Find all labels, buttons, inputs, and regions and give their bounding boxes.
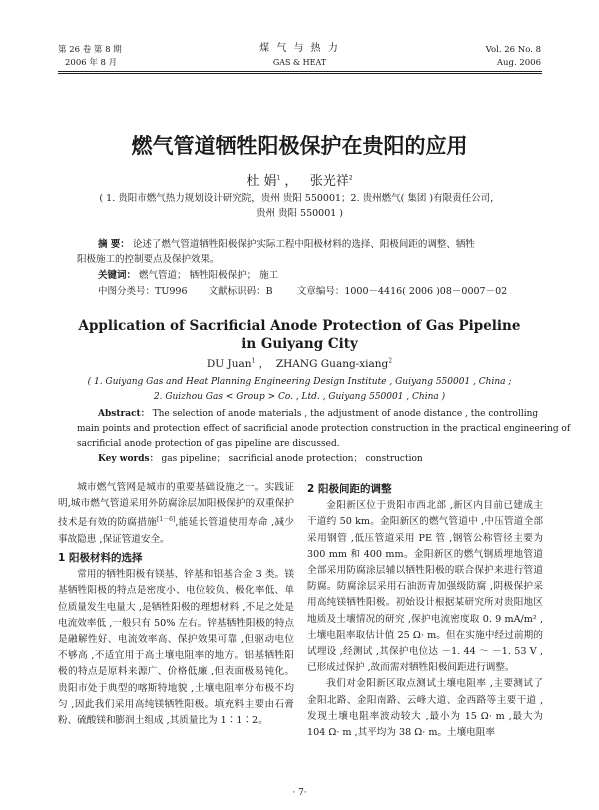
journal-name-en: GAS & HEAT <box>272 58 327 67</box>
class-value: TU996 <box>155 286 188 297</box>
author-2-cn: 张光祥 <box>309 174 349 189</box>
author-1-en: DU Juan <box>206 358 252 370</box>
article-value: 1000－4416( 2006 )08－0007－02 <box>344 286 508 297</box>
section-2-heading: 2 阳极间距的调整 <box>307 483 392 495</box>
keywords-en-value: gas pipeline； sacrificial anode protection； construction <box>161 454 423 464</box>
abstract-cn-text-2: 阳极施工的控制要点及保护效果。 <box>77 254 220 265</box>
journal-date: 2006 年 8 月 <box>65 58 118 68</box>
keywords-cn-value: 燃气管道； 牺牲阳极保护； 施工 <box>139 270 279 281</box>
paper-title-en-2: in Guiyang City <box>241 336 358 352</box>
section-2-paragraph-1: 金阳新区位于贵阳市西北部 ,新区内目前已建成主干道约 50 km。金阳新区的燃气管道中 ,中压管道全部采用钢管 ,低压管道采用 PE 管 ,钢管公称管径主要为 300 mm 和 400 mm。金阳新区的燃气钢质埋地管道全部采用防腐涂层辅以牺牲阳极的联合保护来进行管道防腐。防腐涂层采用石油沥青加强级防腐 ,阴极保护采用高纯镁牺牲阳极。初始设计根据某研究所对贵阳地区地质及土壤情况的研究 ,保护电流密度取 0. 9 mA/m² ,土壤电阻率取估计值 25 Ω· m。但在实施中经过前期的试埋设 ,经测试 ,其保护电位达 －1. 44 ～ －1. 53 V ,已形成过保护 ,故而需对牺牲阳极间距进行调整。 <box>307 500 543 674</box>
keywords-cn <box>98 268 278 283</box>
author-1-cn: 杜 娟 <box>246 174 277 189</box>
classification-line <box>98 284 507 299</box>
abstract-cn-text-1: 论述了燃气管道牺牲阳极保护实际工程中阳极材料的选择、阳极间距的调整、牺牲 <box>132 239 475 250</box>
abstract-cn-label: 摘 要： <box>98 239 130 250</box>
keywords-en <box>98 452 423 467</box>
section-2-paragraph-2: 我们对金阳新区取点测试土壤电阻率 ,主要测试了金阳北路、金阳南路、云峰大道、金西路等主要干道 ,发现土壤电阻率波动较大 ,最小为 15 Ω· m ,最大为 104 Ω· m ,其平均为 38 Ω· m。土壤电阻率 <box>307 678 543 739</box>
doc-label: 文献标识码： <box>208 286 266 297</box>
author-2-en: ZHANG Guang-xiang <box>275 358 389 370</box>
abstract-en-text-1: The selection of anode materials , the adjustment of anode distance , the controlling <box>152 409 539 419</box>
header-rule <box>58 71 542 72</box>
authors-en: DU Juan$^1$ ， ZHANG Guang-xiang$^2$ <box>206 357 393 370</box>
left-column <box>58 480 294 729</box>
abstract-en-text-3: sacrificial anode protection of gas pipeline are discussed. <box>77 439 340 449</box>
author-2-en-sup: 2 <box>388 357 393 365</box>
affiliation-en-1: ( 1. Guiyang Gas and Heat Planning Engineering Design Institute , Guiyang 550001 , China ; <box>87 377 512 387</box>
keywords-en-label: Key words： <box>98 454 159 464</box>
author-1-sup: 1 <box>276 174 281 182</box>
author-2-sup: 2 <box>348 174 353 182</box>
article-label: 文章编号： <box>296 286 345 297</box>
abstract-en-text-2: main points and protection effect of sacrificial anode protection construction in the practical engineering of <box>77 424 571 434</box>
paper-title-cn: 燃气管道牺牲阳极保护在贵阳的应用 <box>131 134 468 158</box>
affiliation-cn-2: 贵州 贵阳 550001 ) <box>255 208 344 219</box>
intro-tail: ,能延长管道使用寿命 ,减少事故隐患 ,保证管道安全。 <box>58 517 295 545</box>
right-column <box>307 480 543 741</box>
keywords-cn-label: 关键词： <box>98 270 137 281</box>
abstract-en-label: Abstract： <box>98 409 150 419</box>
page-number: · 7· <box>292 788 307 798</box>
doc-value: B <box>265 286 273 297</box>
affiliation-en-2: 2. Guizhou Gas < Group > Co. , Ltd. , Guiyang 550001 , China ) <box>153 392 446 402</box>
paper-title-en-1: Application of Sacrificial Anode Protection of Gas Pipeline <box>78 318 521 334</box>
journal-date-en: Aug. 2006 <box>496 58 541 68</box>
abstract-en-line-1 <box>98 407 538 422</box>
authors-cn: 杜 娟$^1$ ， 张光祥$^2$ <box>246 174 353 189</box>
abstract-cn-line-1 <box>98 237 548 252</box>
intro-paragraph <box>58 480 294 548</box>
section-1-paragraph: 常用的牺牲阳极有镁基、锌基和铝基合金 3 类。镁基牺牲阳极的特点是密度小、电位较负、极化率低、单位质量发生电量大 ,是牺牲阳极的理想材料 ,不足之处是电流效率低 ,一般只有 50% 左右。锌基牺牲阳极的特点是融解性好、电流效率高、保护效果可靠 ,但驱动电位不够高 ,不适宜用于高土壤电阻率的地方。铝基牺牲阳极的特点是原料来源广、价格低廉 ,但表面极易钝化。贵阳市处于典型的喀斯特地貌 ,土壤电阻率分布极不均匀 ,因此我们采用高纯镁牺牲阳极。填充料主要由石膏粉、硫酸镁和膨润土组成 ,其质量比为 1∶1∶2。 <box>58 569 294 727</box>
intro-ref: [1－6] <box>157 516 176 524</box>
journal-name: 煤 气 与 热 力 <box>259 43 340 54</box>
section-1-heading: 1 阳极材料的选择 <box>58 552 143 564</box>
class-label: 中图分类号： <box>98 286 156 297</box>
header-rule-2 <box>58 73 542 74</box>
intro-text: 城市燃气管网是城市的重要基础设施之一。实践证明,城市燃气管道采用外防腐涂层加阳极保护的双重保护技术是有效的防腐措施 <box>58 482 294 529</box>
journal-vol-en: Vol. 26 No. 8 <box>485 45 541 55</box>
affiliation-cn-1: ( 1. 贵阳市燃气热力规划设计研究院，贵州 贵阳 550001；2. 贵州燃气( 集团 )有限责任公司， <box>99 193 500 204</box>
author-1-en-sup: 1 <box>251 357 256 365</box>
journal-volume: 第 26 卷 第 8 期 <box>58 45 122 55</box>
